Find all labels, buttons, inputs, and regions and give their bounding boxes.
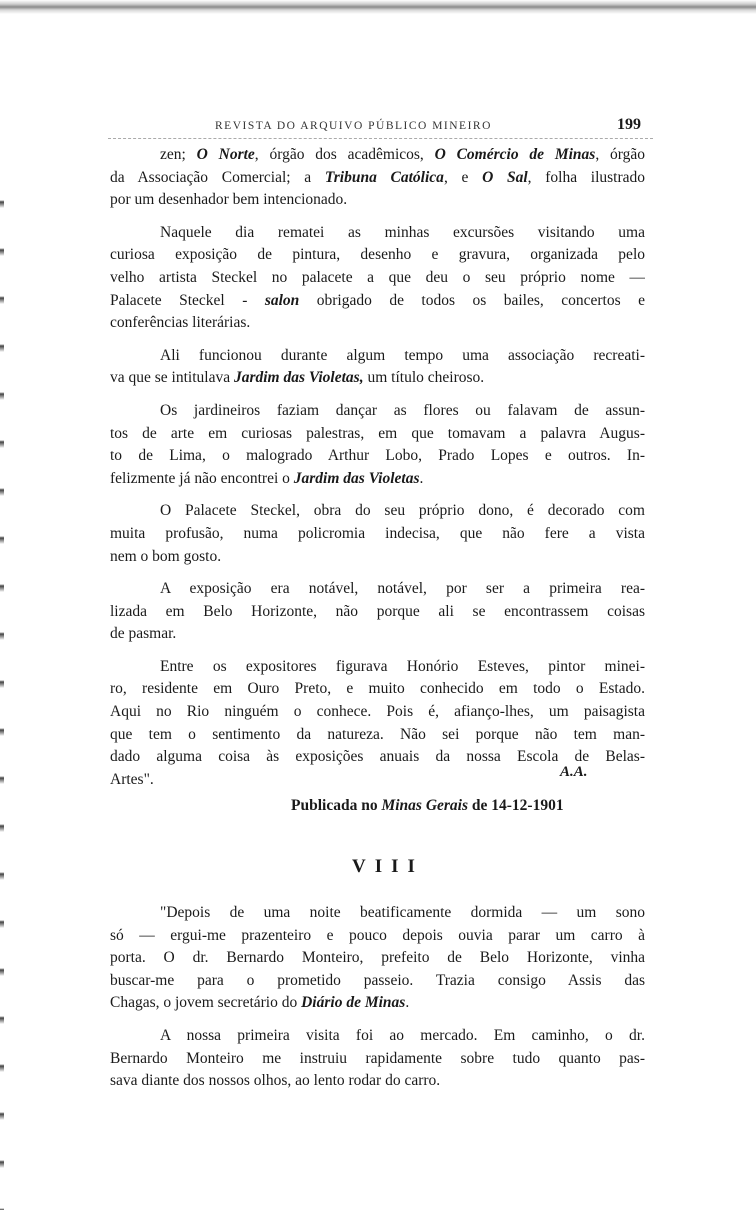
italic-text: O Norte (196, 146, 255, 163)
text-segment: . (419, 469, 424, 487)
text-line (110, 992, 645, 1015)
publication-journal: Minas Gerais (381, 797, 469, 814)
text-segment: nem o bom gosto. (110, 547, 222, 565)
paragraph (110, 1025, 645, 1093)
text-segment: Bernardo Monteiro me instruiu rapidamente sobre tudo quanto pas- (110, 1049, 645, 1067)
text-segment: O Palacete Steckel, obra do seu próprio dono, é decorado com (160, 502, 645, 520)
text-line (110, 244, 645, 267)
text-line (110, 468, 645, 491)
text-line (110, 578, 645, 601)
paragraph (110, 500, 645, 568)
text-line (110, 523, 645, 546)
text-line (110, 189, 645, 212)
text-segment: va que se intitulava (110, 369, 234, 387)
text-segment: "Depois de uma noite beatificamente dormida — um sono (160, 904, 645, 921)
text-line (110, 267, 645, 290)
text-segment: obrigado de todos os bailes, concertos e (299, 291, 645, 309)
text-segment: buscar-me para o prometido passeio. Trazia consigo Assis das (110, 971, 645, 989)
text-line (110, 1070, 645, 1093)
text-segment: lizada em Belo Horizonte, não porque ali se encontrassem coisas (110, 602, 645, 620)
text-segment: Os jardineiros faziam dançar as flores ou falavam de assun- (160, 401, 645, 419)
italic-text: O Sal (482, 168, 528, 186)
italic-text: Diário de Minas (301, 994, 406, 1012)
text-segment: tos de arte em curiosas palestras, em que tomavam a palavra Augus- (110, 424, 645, 442)
text-segment: dado alguma coisa às exposições anuais da nossa Escola de Belas- (110, 748, 645, 766)
text-line (110, 500, 645, 523)
text-segment: , órgão (595, 146, 645, 163)
text-line (110, 144, 645, 167)
text-segment: zen; (160, 146, 197, 163)
text-line (110, 970, 645, 993)
text-segment: só — ergui-me prazenteiro e pouco depois ouvia parar um carro à (110, 926, 645, 944)
text-line (110, 167, 645, 190)
text-line (110, 902, 645, 925)
text-segment: , e (443, 168, 483, 186)
text-line (110, 656, 645, 679)
paragraph (110, 400, 645, 490)
italic-text: Jardim das Violetas (293, 469, 420, 487)
text-segment: Chagas, o jovem secretário do (110, 994, 302, 1012)
text-line (110, 925, 645, 948)
text-line (110, 724, 645, 747)
text-segment: muita profusão, numa policromia indecisa, que não fere a vista (110, 524, 645, 542)
text-segment: Aqui no Rio ninguém o conhece. Pois é, afianço-lhes, um paisagista (110, 703, 645, 721)
text-segment: porta. O dr. Bernardo Monteiro, prefeito de Belo Horizonte, vinha (110, 949, 645, 967)
italic-text: Jardim das Violetas, (233, 369, 364, 387)
text-line (110, 947, 645, 970)
text-line (110, 623, 645, 646)
text-line (110, 290, 645, 313)
paragraph (110, 578, 645, 646)
text-segment: , órgão dos acadêmicos, (254, 146, 435, 163)
paragraph (110, 144, 645, 212)
paragraph (110, 345, 645, 390)
text-line (110, 345, 645, 368)
italic-text: Tribuna Católica (324, 168, 444, 186)
paragraph (110, 222, 645, 335)
text-line (110, 222, 645, 245)
text-segment: por um desenhador bem intencionado. (110, 191, 348, 209)
text-segment: Ali funcionou durante algum tempo uma associação recreati- (160, 346, 645, 364)
text-segment: Palacete Steckel - (110, 291, 265, 309)
section-title: VIII (352, 856, 424, 877)
text-segment: sava diante dos nossos olhos, ao lento rodar do carro. (110, 1072, 441, 1090)
text-segment: felizmente já não encontrei o (110, 469, 294, 487)
publication-date: de 14-12-1901 (468, 797, 564, 814)
text-segment: Artes". (110, 770, 154, 788)
text-line (110, 445, 645, 468)
text-segment: A nossa primeira visita foi ao mercado. Em caminho, o dr. (160, 1026, 645, 1044)
text-segment: um título cheiroso. (363, 369, 485, 387)
body-text-block-2 (110, 902, 645, 1103)
publication-note (291, 797, 564, 815)
scan-edge-top (0, 0, 756, 14)
text-segment: que tem o sentimento da natureza. Não sei porque não tem man- (110, 725, 645, 743)
text-line (110, 423, 645, 446)
text-segment: conferências literárias. (110, 314, 251, 332)
body-text-block-1 (110, 144, 645, 801)
text-line (110, 400, 645, 423)
text-segment: A exposição era notável, notável, por ser a primeira rea- (160, 580, 645, 598)
text-segment: to de Lima, o malogrado Arthur Lobo, Prado Lopes e outros. In- (110, 447, 645, 465)
text-line (110, 678, 645, 701)
text-line (110, 701, 645, 724)
text-segment: , folha ilustrado (527, 168, 645, 186)
signature: A.A. (560, 764, 588, 780)
text-line (110, 367, 645, 390)
page-number: 199 (617, 116, 641, 133)
text-line (110, 1048, 645, 1071)
italic-text: O Comércio de Minas (434, 146, 596, 163)
text-line (110, 601, 645, 624)
text-line (110, 312, 645, 335)
scan-edge-left (0, 160, 4, 1210)
header-rule (108, 138, 653, 139)
text-segment: Naquele dia rematei as minhas excursões visitando uma (160, 223, 645, 241)
text-segment: de pasmar. (110, 625, 177, 643)
italic-text: salon (264, 291, 300, 309)
text-line (110, 546, 645, 569)
publication-prefix: Publicada no (291, 797, 382, 814)
text-segment: velho artista Steckel no palacete a que deu o seu próprio nome — (110, 268, 645, 286)
paragraph (110, 902, 645, 1015)
text-segment: . (405, 994, 410, 1012)
text-segment: ro, residente em Ouro Preto, e muito conhecido em todo o Estado. (110, 680, 645, 698)
running-header: REVISTA DO ARQUIVO PÚBLICO MINEIRO (215, 120, 492, 132)
text-line (110, 1025, 645, 1048)
text-segment: Entre os expositores figurava Honório Esteves, pintor minei- (160, 657, 645, 675)
text-segment: da Associação Comercial; a (110, 168, 325, 186)
text-segment: curiosa exposição de pintura, desenho e gravura, organizada pelo (110, 246, 645, 264)
